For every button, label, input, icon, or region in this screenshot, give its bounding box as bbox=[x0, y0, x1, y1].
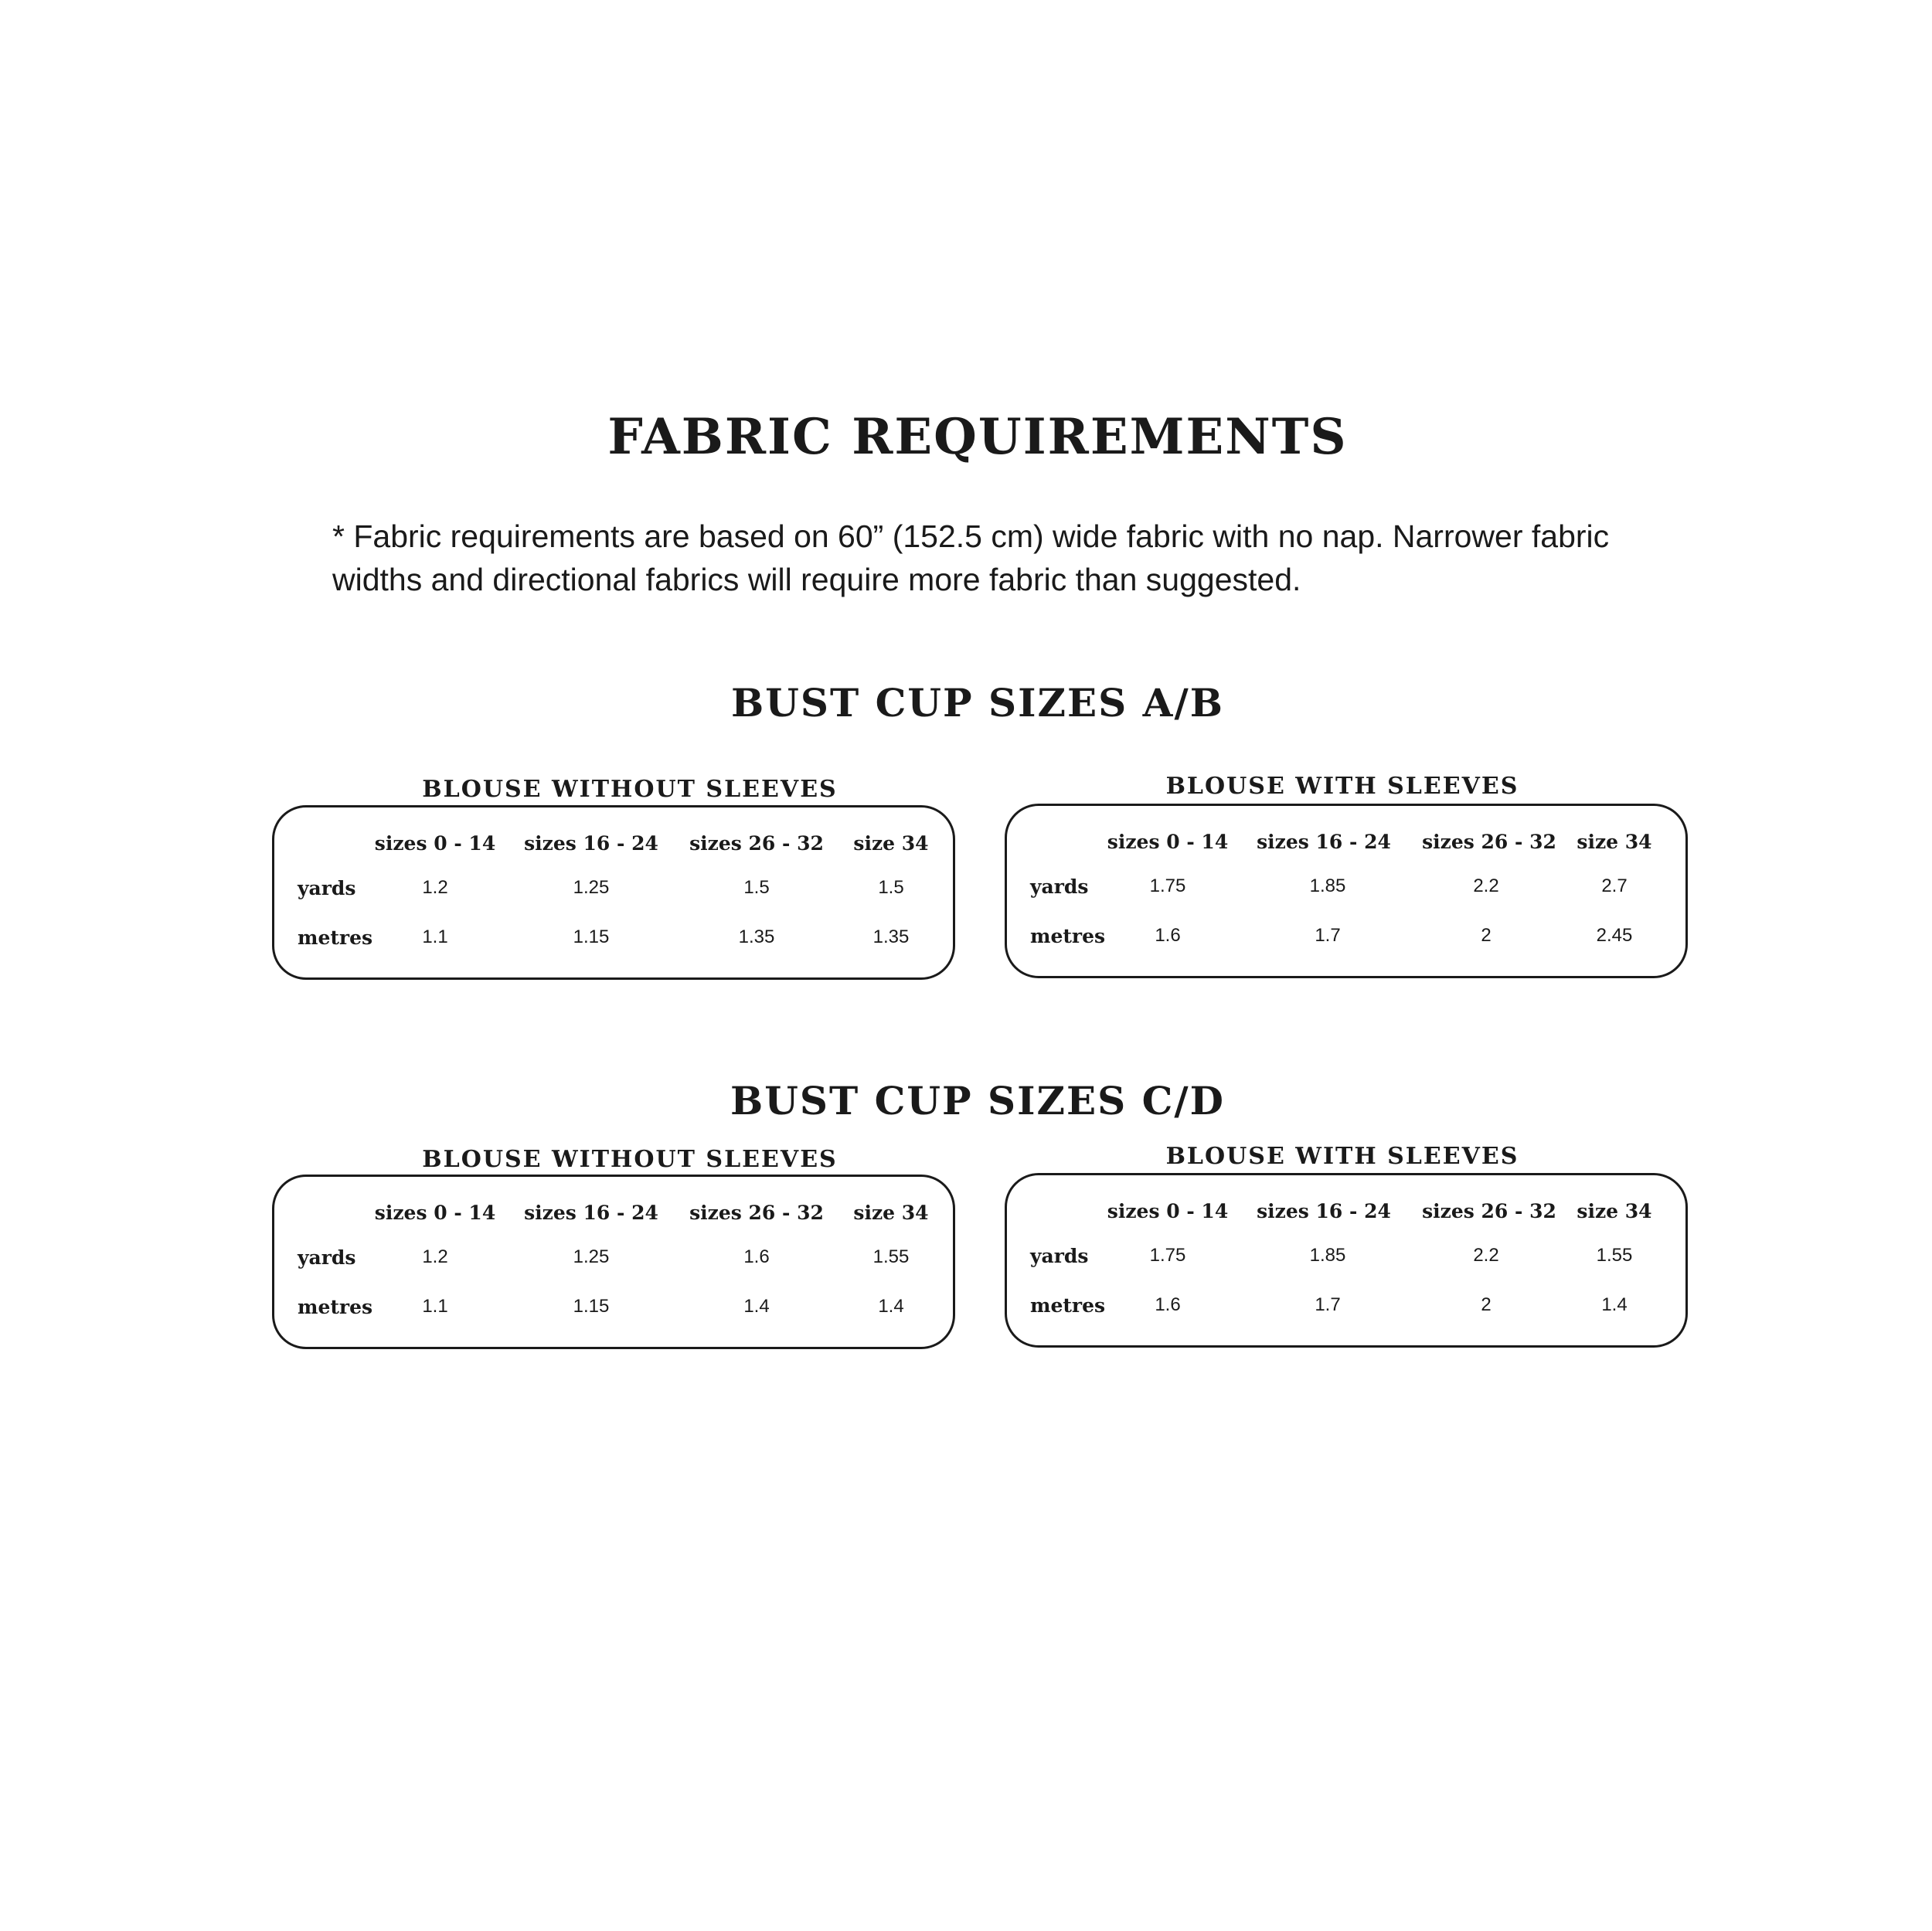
table-cell: 1.7 bbox=[1315, 925, 1341, 946]
table-cell: 1.5 bbox=[878, 877, 904, 898]
table-ab-no-sleeves bbox=[272, 805, 955, 980]
col-header: sizes 0 - 14 bbox=[374, 832, 496, 855]
col-header: sizes 16 - 24 bbox=[524, 832, 658, 855]
table-cell: 2.7 bbox=[1601, 875, 1628, 896]
col-header: size 34 bbox=[853, 1202, 929, 1224]
table-cell: 1.1 bbox=[422, 1296, 448, 1317]
table-cell: 1.85 bbox=[1309, 1245, 1346, 1266]
table-title-ab-with-sleeves: BLOUSE WITH SLEEVES bbox=[1165, 773, 1519, 800]
col-header: sizes 16 - 24 bbox=[1257, 831, 1391, 853]
col-header: size 34 bbox=[853, 832, 929, 855]
col-header: size 34 bbox=[1577, 1200, 1652, 1222]
col-header: sizes 26 - 32 bbox=[689, 1202, 824, 1224]
page-title: FABRIC REQUIREMENTS bbox=[607, 408, 1348, 466]
col-header: sizes 0 - 14 bbox=[1107, 1200, 1229, 1222]
table-cell: 1.35 bbox=[872, 926, 910, 947]
table-cell: 1.75 bbox=[1149, 875, 1186, 896]
table-cell: 1.15 bbox=[573, 1296, 610, 1317]
table-cell: 2.2 bbox=[1473, 875, 1499, 896]
col-header: sizes 0 - 14 bbox=[374, 1202, 496, 1224]
col-header: sizes 0 - 14 bbox=[1107, 831, 1229, 853]
col-header: sizes 16 - 24 bbox=[1257, 1200, 1391, 1222]
row-label-yards: yards bbox=[1030, 1245, 1089, 1267]
row-label-yards: yards bbox=[298, 1246, 356, 1269]
col-header: size 34 bbox=[1577, 831, 1652, 853]
table-cell: 1.25 bbox=[573, 1246, 610, 1267]
table-cell: 1.5 bbox=[743, 877, 770, 898]
table-cell: 1.4 bbox=[743, 1296, 770, 1317]
table-cell: 1.2 bbox=[422, 1246, 448, 1267]
fabric-note: * Fabric requirements are based on 60” (152.5 cm) wide fabric with no nap. Narrower fabric widths and directional fabrics will require more fabric than suggested. bbox=[332, 518, 1610, 597]
col-header: sizes 26 - 32 bbox=[689, 832, 824, 855]
table-title-cd-no-sleeves: BLOUSE WITHOUT SLEEVES bbox=[422, 1146, 838, 1173]
table-cell: 1.4 bbox=[878, 1296, 904, 1317]
table-cd-no-sleeves bbox=[272, 1175, 955, 1349]
table-cell: 2.45 bbox=[1596, 925, 1633, 946]
table-cell: 1.75 bbox=[1149, 1245, 1186, 1266]
row-label-metres: metres bbox=[1030, 925, 1106, 947]
row-label-yards: yards bbox=[1030, 875, 1089, 898]
row-label-metres: metres bbox=[298, 926, 373, 949]
row-label-yards: yards bbox=[298, 877, 356, 899]
table-cell: 1.25 bbox=[573, 877, 610, 898]
table-cell: 1.55 bbox=[1596, 1245, 1633, 1266]
table-cell: 2.2 bbox=[1473, 1245, 1499, 1266]
table-cell: 1.4 bbox=[1601, 1294, 1628, 1315]
table-cell: 2 bbox=[1481, 1294, 1492, 1315]
table-cd-with-sleeves bbox=[1005, 1173, 1688, 1348]
table-cell: 1.55 bbox=[872, 1246, 910, 1267]
table-cell: 1.15 bbox=[573, 926, 610, 947]
table-cell: 1.2 bbox=[422, 877, 448, 898]
table-cell: 1.1 bbox=[422, 926, 448, 947]
row-label-metres: metres bbox=[1030, 1294, 1106, 1317]
col-header: sizes 26 - 32 bbox=[1422, 1200, 1556, 1222]
col-header: sizes 16 - 24 bbox=[524, 1202, 658, 1224]
table-ab-with-sleeves bbox=[1005, 804, 1688, 978]
table-title-ab-no-sleeves: BLOUSE WITHOUT SLEEVES bbox=[422, 776, 838, 803]
table-title-cd-with-sleeves: BLOUSE WITH SLEEVES bbox=[1165, 1143, 1519, 1170]
table-cell: 1.6 bbox=[1155, 1294, 1181, 1315]
table-cell: 1.85 bbox=[1309, 875, 1346, 896]
table-cell: 1.7 bbox=[1315, 1294, 1341, 1315]
row-label-metres: metres bbox=[298, 1296, 373, 1318]
col-header: sizes 26 - 32 bbox=[1422, 831, 1556, 853]
table-cell: 1.35 bbox=[738, 926, 775, 947]
section-title-cd: BUST CUP SIZES C/D bbox=[730, 1078, 1226, 1124]
table-cell: 1.6 bbox=[1155, 925, 1181, 946]
section-title-ab: BUST CUP SIZES A/B bbox=[731, 680, 1224, 726]
table-cell: 1.6 bbox=[743, 1246, 770, 1267]
table-cell: 2 bbox=[1481, 925, 1492, 946]
